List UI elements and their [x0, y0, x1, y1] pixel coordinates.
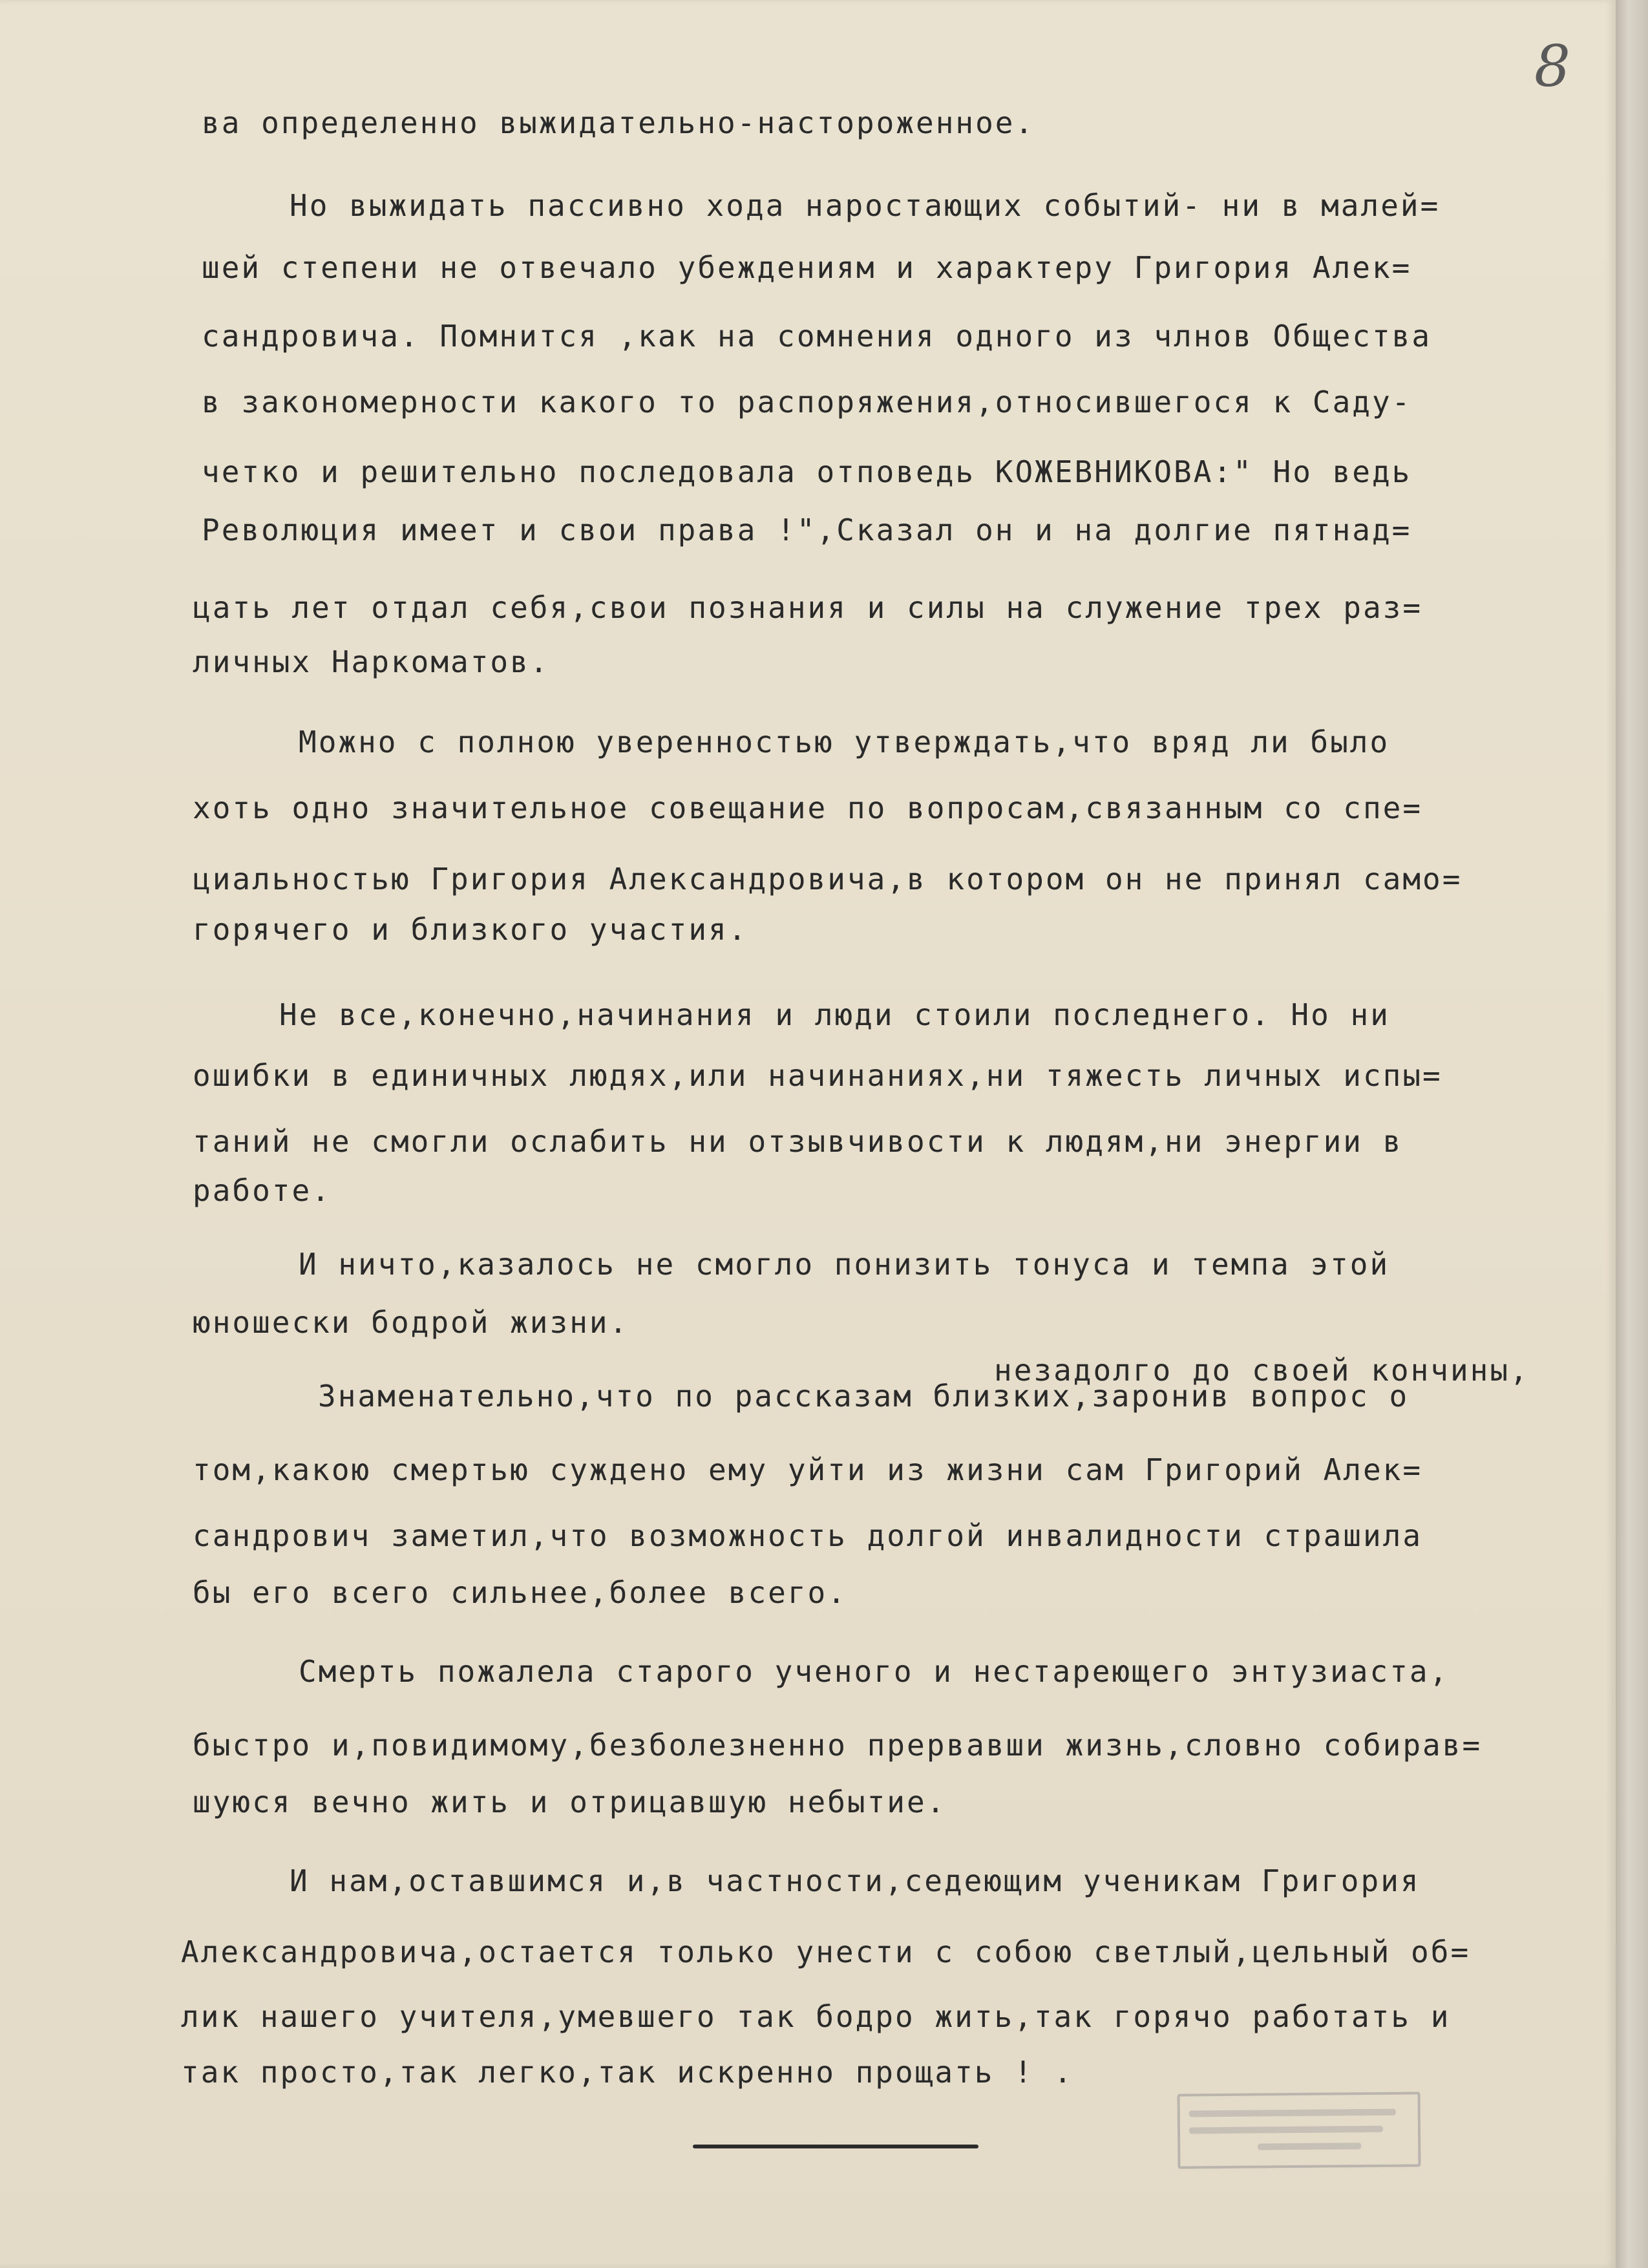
text-line: лик нашего учителя,умевшего так бодро жить,так горячо работать и: [181, 1999, 1451, 2034]
page-edge: [1616, 0, 1648, 2268]
text-line: горячего и близкого участия.: [193, 912, 748, 947]
text-line: бы его всего сильнее,более всего.: [193, 1575, 847, 1610]
text-line: Не все,конечно,начинания и люди стоили последнего. Но ни: [279, 997, 1390, 1032]
text-line: Александровича,остается только унести с собою светлый,цельный об=: [181, 1934, 1471, 1969]
text-line: И нам,оставшимся и,в частности,седеющим ученикам Григория: [290, 1863, 1421, 1898]
text-line: ва определенно выжидательно-настороженное.: [202, 105, 1035, 140]
text-line: в закономерности какого то распоряжения,относившегося к Саду-: [202, 385, 1412, 419]
text-line: личных Наркоматов.: [193, 644, 550, 679]
text-line: быстро и,повидимому,безболезненно прервавши жизнь,словно собирав=: [193, 1728, 1483, 1763]
text-line: Революция имеет и свои права !",Сказал он и на долгие пятнад=: [202, 513, 1412, 547]
text-line: таний не смогли ослабить ни отзывчивости к людям,ни энергии в: [193, 1124, 1403, 1159]
text-line: незадолго до своей кончины,: [994, 1353, 1530, 1388]
text-line: ошибки в единичных людях,или начинаниях,ни тяжесть личных испы=: [193, 1058, 1442, 1093]
text-line: Можно с полною уверенностью утверждать,что вряд ли было: [299, 725, 1390, 759]
text-line: работе.: [193, 1173, 332, 1208]
text-line: цать лет отдал себя,свои познания и силы на служение трех раз=: [193, 590, 1423, 625]
text-line: шей степени не отвечало убеждениям и характеру Григория Алек=: [202, 250, 1412, 285]
text-line: сандрович заметил,что возможность долгой инвалидности страшила: [193, 1518, 1423, 1553]
text-line: И ничто,казалось не смогло понизить тонуса и темпа этой: [299, 1247, 1390, 1282]
text-line: Смерть пожалела старого ученого и нестареющего энтузиаста,: [299, 1654, 1450, 1689]
text-line: так просто,так легко,так искренно прощать ! .: [181, 2055, 1074, 2090]
text-line: циальностью Григория Александровича,в котором он не принял само=: [193, 862, 1463, 896]
text-line: сандровича. Помнится ,как на сомнения одного из члнов Общества: [202, 319, 1432, 354]
stamp-line: [1189, 2126, 1383, 2134]
text-line: хоть одно значительное совещание по вопросам,связанным со спе=: [193, 790, 1423, 825]
closing-rule: [693, 2145, 978, 2148]
text-line: том,какою смертью суждено ему уйти из жизни сам Григорий Алек=: [193, 1452, 1423, 1487]
text-line: Знаменательно,что по рассказам близких,заронив вопрос о: [318, 1379, 1410, 1414]
text-line: шуюся вечно жить и отрицавшую небытие.: [193, 1785, 947, 1819]
text-line: юношески бодрой жизни.: [193, 1305, 629, 1340]
archive-stamp: [1178, 2092, 1421, 2168]
stamp-line: [1189, 2109, 1396, 2117]
stamp-line: [1258, 2143, 1361, 2150]
text-line: Но выжидать пассивно хода наростающих событий- ни в малей=: [290, 188, 1441, 223]
page-number: 8: [1534, 33, 1570, 100]
text-line: четко и решительно последовала отповедь КОЖЕВНИКОВА:" Но ведь: [202, 454, 1412, 489]
